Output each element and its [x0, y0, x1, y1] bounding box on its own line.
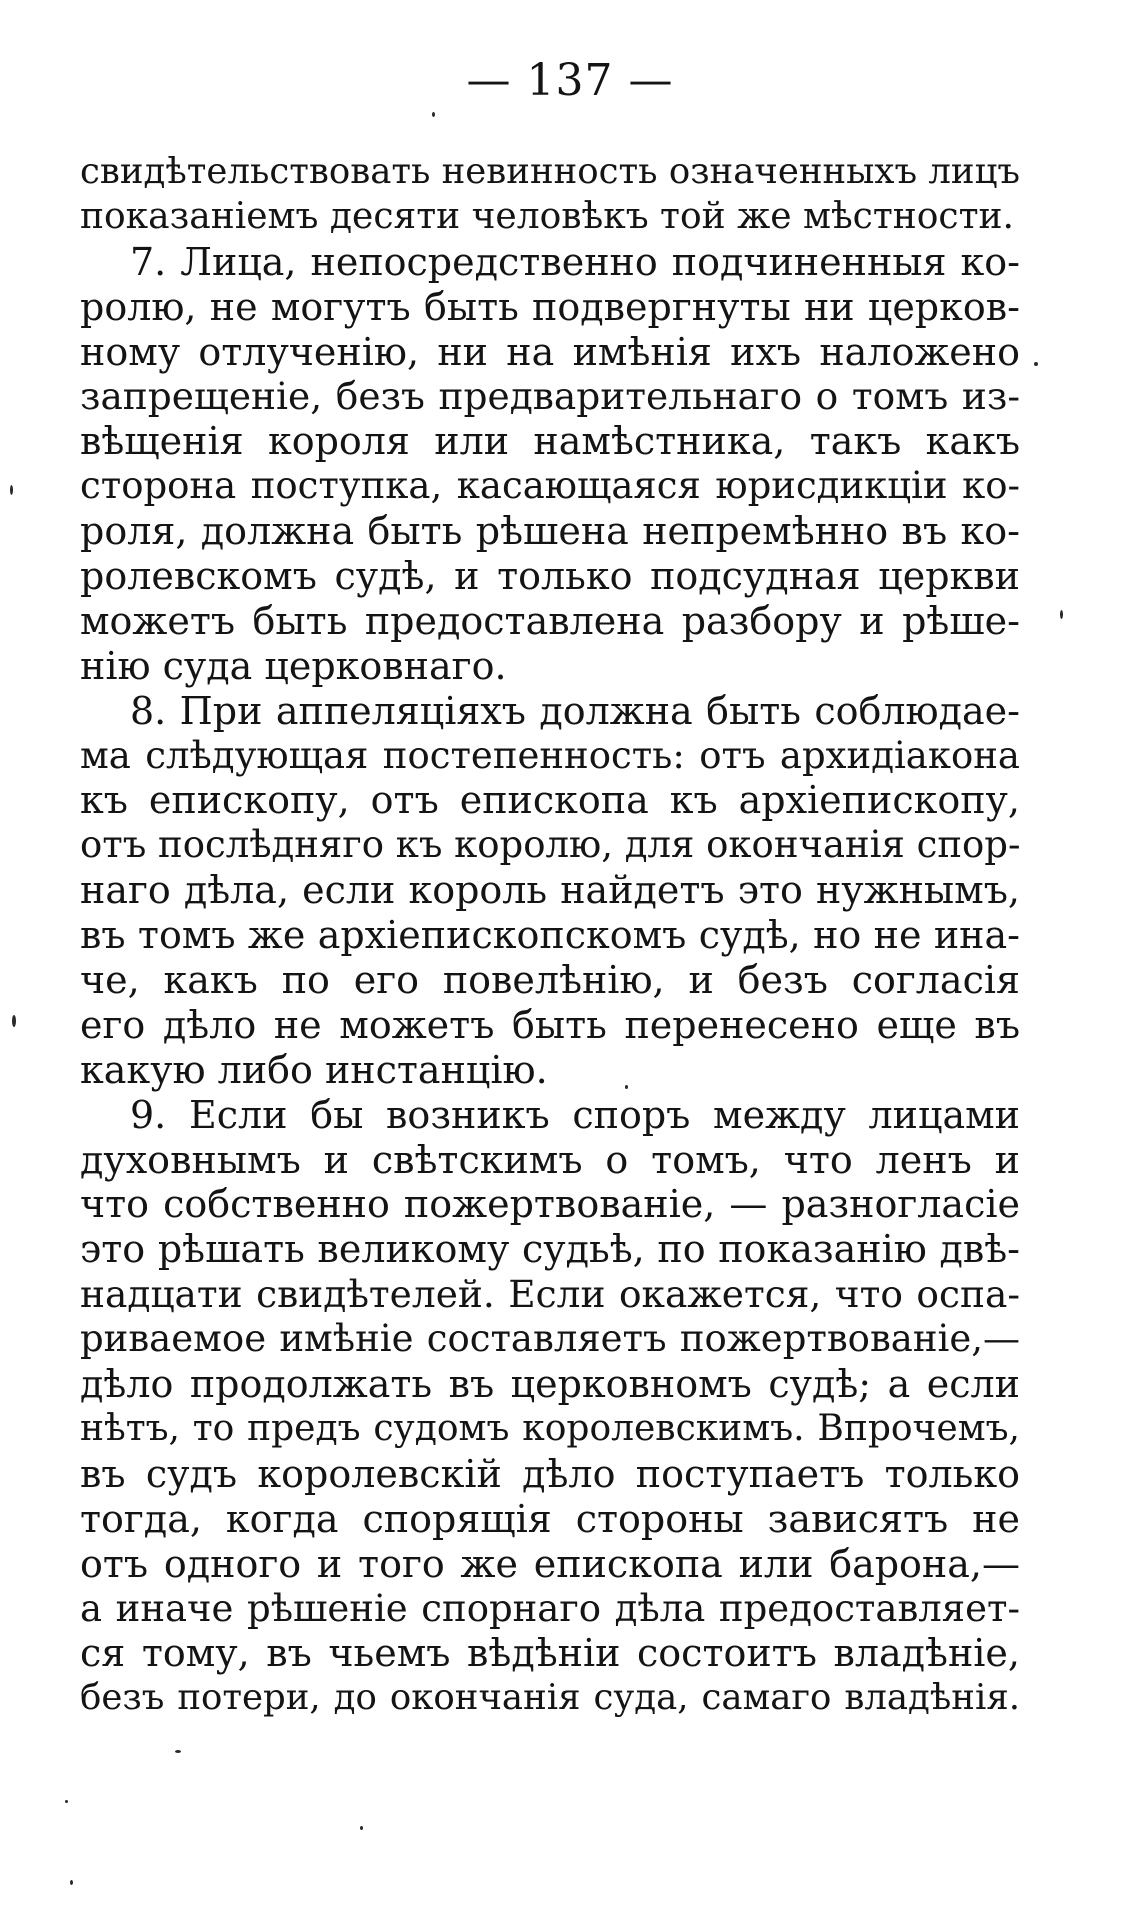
text-line: въ томъ же архіепископскомъ судѣ, но не ина- — [80, 913, 1020, 958]
scan-speck — [12, 1015, 16, 1027]
scan-speck — [360, 1826, 363, 1830]
text-line: это рѣшать великому судьѣ, по показанію двѣ- — [80, 1227, 1020, 1272]
text-line: его дѣло не можетъ быть перенесено еще въ — [80, 1002, 1020, 1047]
text-line: ма слѣдующая постепенность: отъ архидіакона — [80, 733, 1020, 777]
scan-speck — [175, 1750, 181, 1753]
text-line: свидѣтельствовать невинность означенныхъ лицъ — [80, 151, 1020, 192]
text-line: отъ одного и того же епископа или барона,— — [80, 1541, 1020, 1586]
text-line: что собственно пожертвованіе, — разногласіе — [80, 1182, 1020, 1227]
scan-speck — [10, 485, 13, 495]
text-line: вѣщенія короля или намѣстника, такъ какъ — [80, 419, 1020, 464]
text-line: сторона поступка, касающаяся юрисдикціи ко- — [80, 464, 1020, 508]
scan-speck — [625, 1085, 628, 1089]
text-line: какую либо инстанцію. — [80, 1047, 548, 1092]
text-line: тогда, когда спорящія стороны зависятъ не — [80, 1496, 1020, 1541]
text-line: показаніемъ десяти человѣкъ той же мѣстности. — [80, 195, 1014, 237]
body-text — [80, 150, 1020, 1721]
text-line: ся тому, въ чьемъ вѣдѣніи состоитъ владѣніе, — [80, 1631, 1020, 1676]
scan-speck — [1034, 362, 1038, 366]
scan-speck — [65, 1800, 68, 1803]
text-line: ролю, не могутъ быть подвергнуты ни церков- — [80, 284, 1020, 329]
text-line: ному отлученію, ни на имѣнія ихъ наложено — [80, 329, 1020, 374]
text-line: а иначе рѣшеніе спорнаго дѣла предоставляет- — [80, 1586, 1020, 1630]
page-number: — 137 — — [466, 55, 674, 106]
text-line: въ судъ королевскій дѣло поступаетъ только — [80, 1451, 1020, 1496]
text-line: ролевскомъ судѣ, и только подсудная церкви — [80, 554, 1020, 599]
text-line: къ епископу, отъ епископа къ архіепископу, — [80, 778, 1020, 823]
text-line: 9. Если бы возникъ споръ между лицами — [130, 1092, 1020, 1137]
text-line: дѣло продолжать въ церковномъ судѣ; а если — [80, 1362, 1020, 1407]
text-line: 7. Лица, непосредственно подчиненныя ко- — [130, 239, 1020, 284]
text-line: безъ потери, до окончанія суда, самаго владѣнія. — [80, 1677, 1020, 1719]
text-line: нѣтъ, то предъ судомъ королевскимъ. Впрочемъ, — [80, 1407, 1020, 1449]
text-line: запрещеніе, безъ предварительнаго о томъ из- — [80, 374, 1020, 419]
text-line: можетъ быть предоставлена разбору и рѣше- — [80, 598, 1020, 643]
text-line: наго дѣла, если король найдетъ это нужнымъ, — [80, 868, 1020, 913]
text-line: отъ послѣдняго къ королю, для окончанія спор- — [80, 823, 1021, 867]
scan-speck — [1060, 610, 1063, 619]
text-line: духовнымъ и свѣтскимъ о томъ, что ленъ и — [80, 1137, 1020, 1182]
text-line: че, какъ по его повелѣнію, и безъ согласія — [80, 958, 1020, 1003]
text-line: 8. При аппеляціяхъ должна быть соблюдае- — [130, 688, 1020, 733]
scan-speck — [70, 1880, 73, 1885]
text-line: нію суда церковнаго. — [80, 643, 507, 688]
text-line: риваемое имѣніе составляетъ пожертвованіе,— — [80, 1317, 1020, 1361]
text-line: надцати свидѣтелей. Если окажется, что оспа- — [80, 1272, 1020, 1317]
text-line: роля, должна быть рѣшена непремѣнно въ ко- — [80, 509, 1020, 554]
scan-speck — [432, 112, 435, 117]
